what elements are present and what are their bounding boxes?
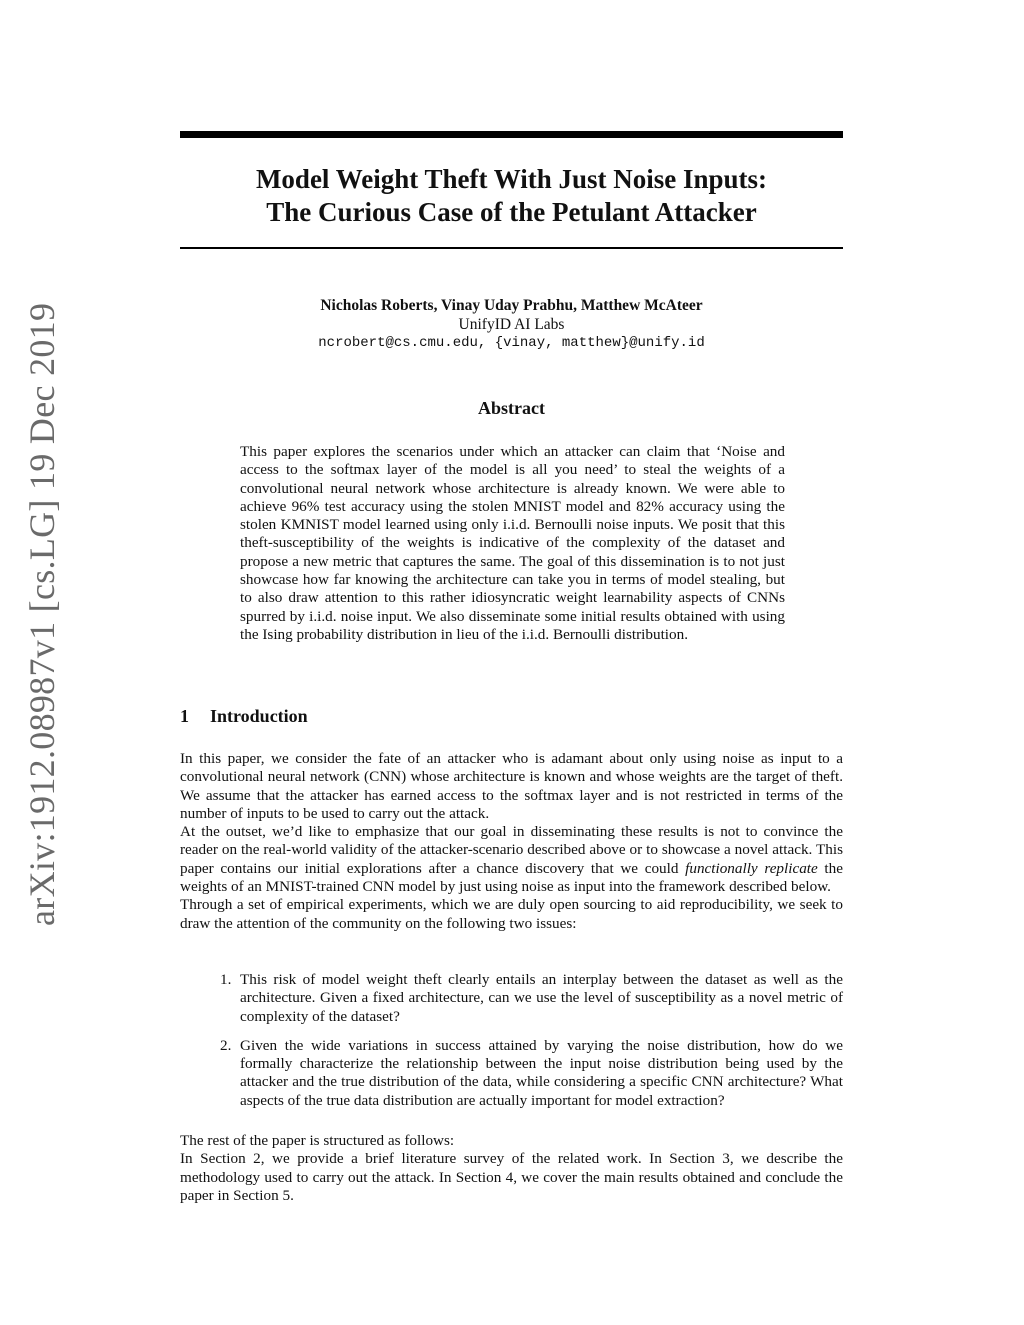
paper-structure-paragraph (180, 1132, 843, 1205)
title-line-2: The Curious Case of the Petulant Attacker (266, 197, 757, 227)
intro-paragraph-2 (180, 823, 843, 896)
intro-paragraph-2-end: the weights of an MNIST-trained CNN model by just using noise as input into the framework described below. (180, 859, 843, 896)
list-item (180, 971, 843, 1026)
issues-list (180, 971, 843, 1110)
author-emails: ncrobert@cs.cmu.edu, {vinay, matthew}@unify.id (318, 335, 705, 351)
section-title: Introduction (210, 706, 308, 726)
author-block (180, 296, 843, 353)
intro-paragraph-1: In this paper, we consider the fate of an attacker who is adamant about only using noise as input to a convolutional neural network (CNN) whose architecture is known and whose weights are the target of theft. We assume that the attacker has earned access to the softmax layer and is not restricted in terms of the number of inputs to be used to carry out the attack. (180, 750, 843, 822)
arxiv-identifier-stamp: arXiv:1912.08987v1 [cs.LG] 19 Dec 2019 (22, 302, 62, 926)
author-names: Nicholas Roberts, Vinay Uday Prabhu, Matthew McAteer (320, 297, 703, 314)
structure-text: In Section 2, we provide a brief literature survey of the related work. In Section 3, we describe the methodology used to carry out the attack. In Section 4, we cover the main results obtained and conclude the paper in Section 5. (180, 1150, 843, 1204)
section-heading-introduction (180, 706, 308, 727)
intro-paragraph-3: Through a set of empirical experiments, which we are duly open sourcing to aid reproducibility, we seek to draw the attention of the community on the following two issues: (180, 896, 843, 932)
title-top-rule (180, 131, 843, 138)
list-item-text: This risk of model weight theft clearly entails an interplay between the dataset as well as the architecture. Given a fixed architecture, can we use the level of susceptibility as a novel metric of complexity of the dataset? (240, 971, 843, 1025)
author-affiliation: UnifyID AI Labs (458, 316, 565, 333)
section-number: 1 (180, 706, 189, 726)
list-marker: 1. (220, 971, 232, 988)
list-marker: 2. (220, 1036, 232, 1054)
list-item (180, 1037, 843, 1110)
title-line-1: Model Weight Theft With Just Noise Inputs: (255, 164, 768, 194)
intro-paragraph-2-emphasis: functionally replicate (685, 859, 818, 877)
paper-title (180, 163, 843, 229)
structure-intro: The rest of the paper is structured as follows: (180, 1132, 455, 1149)
list-item-text: Given the wide variations in success attained by varying the noise distribution, how do we formally characterize the relationship between the input noise distribution being used by the attacker and the true distribution of the data, while considering a specific CNN architecture? What aspects of the true data distribution are actually important for model extraction? (240, 1036, 843, 1109)
introduction-body (180, 750, 843, 933)
title-bottom-rule (180, 247, 843, 249)
abstract-text: This paper explores the scenarios under which an attacker can claim that ‘Noise and access to the softmax layer of the model is all you need’ to steal the weights of a convolutional neural network whose architecture is already known. We were able to achieve 96% test accuracy using the stolen MNIST model and 82% accuracy using the stolen KMNIST model learned using only i.i.d. Bernoulli noise inputs. We posit that this theft-susceptibility of the weights is indicative of the complexity of the dataset and propose a new metric that captures the same. The goal of this dissemination is to not just showcase how far knowing the architecture can take you in terms of model stealing, but to also draw attention to this rather idiosyncratic weight learnability aspects of CNNs spurred by i.i.d. noise input. We also disseminate some initial results obtained with using the Ising probability distribution in lieu of the i.i.d. Bernoulli distribution. (240, 443, 785, 643)
intro-paragraph-2-start: At the outset, we’d like to emphasize that our goal in disseminating these results is not to convince the reader on the real-world validity of the attacker-scenario described above or to showcase a novel attack. This paper contains our initial explorations after a chance discovery that we could (180, 823, 843, 877)
abstract-heading: Abstract (478, 398, 545, 418)
